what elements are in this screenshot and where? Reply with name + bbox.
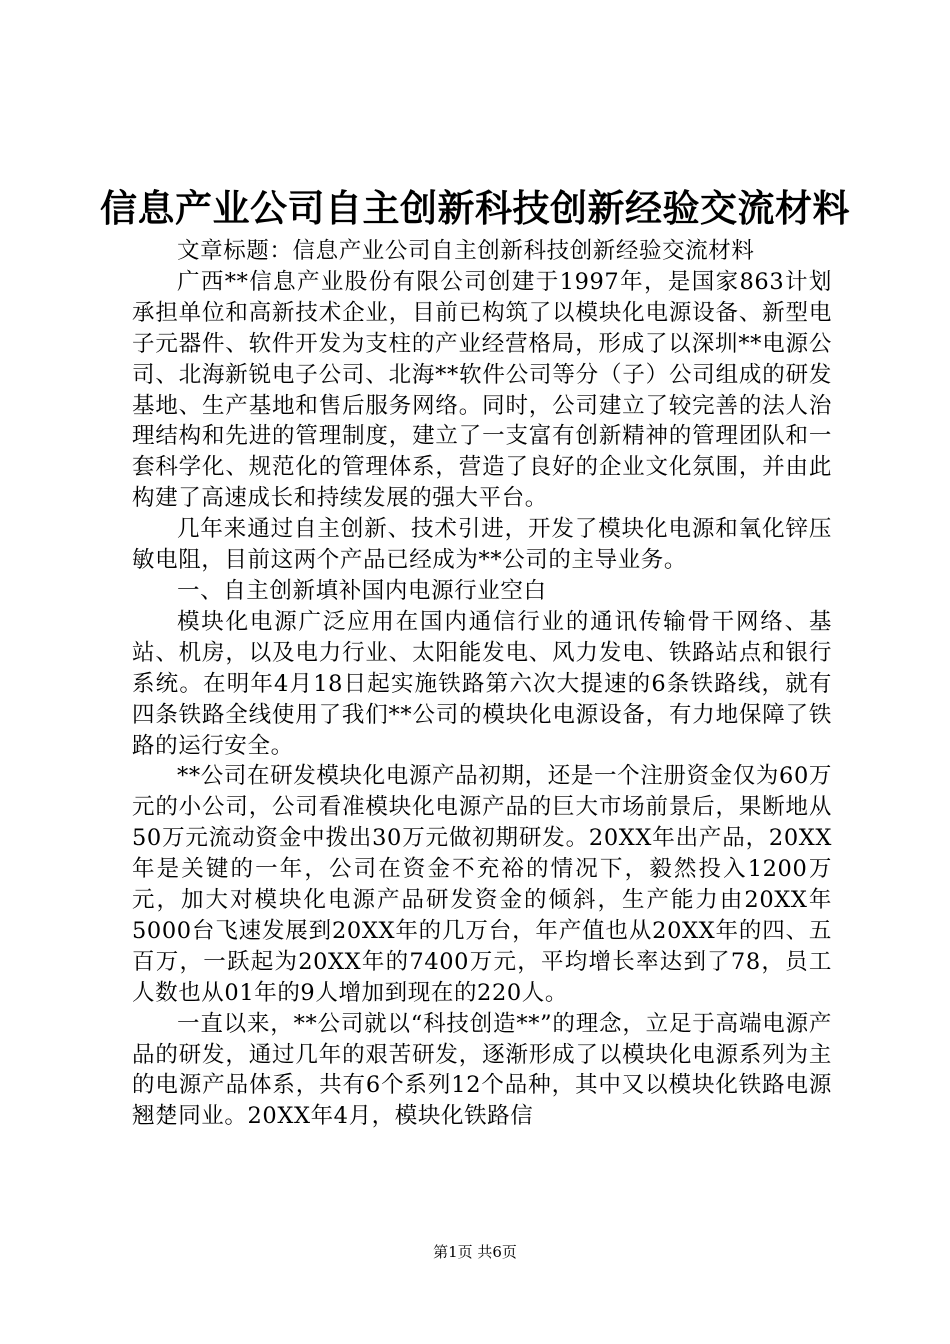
- main-business-paragraph: 几年来通过自主创新、技术引进，开发了模块化电源和氧化锌压敏电阻，目前这两个产品已经成为**公司的主导业务。: [132, 516, 832, 574]
- growth-paragraph: **公司在研发模块化电源产品初期，还是一个注册资金仅为60万元的小公司，公司看准模块化电源产品的巨大市场前景后，果断地从50万元流动资金中拨出30万元做初期研发。20XX年出产品，20XX年是关键的一年，公司在资金不充裕的情况下，毅然投入1200万元，加大对模块化电源产品研发资金的倾斜，生产能力由20XX年5000台飞速发展到20XX年的几万台，年产值也从20XX年的四、五百万，一跃起为20XX年的7400万元，平均增长率达到了78，员工人数也从01年的9人增加到现在的220人。: [132, 763, 832, 1006]
- document-title: 信息产业公司自主创新科技创新经验交流材料: [100, 187, 850, 230]
- document-body: [132, 236, 832, 1132]
- page-number-footer: 第1页 共6页: [433, 1243, 517, 1261]
- product-system-paragraph: 一直以来，**公司就以“科技创造**”的理念，立足于高端电源产品的研发，通过几年的艰苦研发，逐渐形成了以模块化电源系列为主的电源产品体系，共有6个系列12个品种，其中又以模块化铁路电源翘楚同业。20XX年4月，模块化铁路信: [132, 1010, 832, 1130]
- section-heading-1: 一、自主创新填补国内电源行业空白: [177, 577, 547, 604]
- application-paragraph: 模块化电源广泛应用在国内通信行业的通讯传输骨干网络、基站、机房，以及电力行业、太阳能发电、风力发电、铁路站点和银行系统。在明年4月18日起实施铁路第六次大提速的6条铁路线，就有四条铁路全线使用了我们**公司的模块化电源设备，有力地保障了铁路的运行安全。: [132, 608, 832, 759]
- company-intro-paragraph: 广西**信息产业股份有限公司创建于1997年，是国家863计划承担单位和高新技术企业，目前已构筑了以模块化电源设备、新型电子元器件、软件开发为支柱的产业经营格局，形成了以深圳**电源公司、北海新锐电子公司、北海**软件公司等分（子）公司组成的研发基地、生产基地和售后服务网络。同时，公司建立了较完善的法人治理结构和先进的管理制度，建立了一支富有创新精神的管理团队和一套科学化、规范化的管理体系，营造了良好的企业文化氛围，并由此构建了高速成长和持续发展的强大平台。: [132, 268, 832, 512]
- article-title-line: 文章标题：信息产业公司自主创新科技创新经验交流材料: [177, 238, 755, 264]
